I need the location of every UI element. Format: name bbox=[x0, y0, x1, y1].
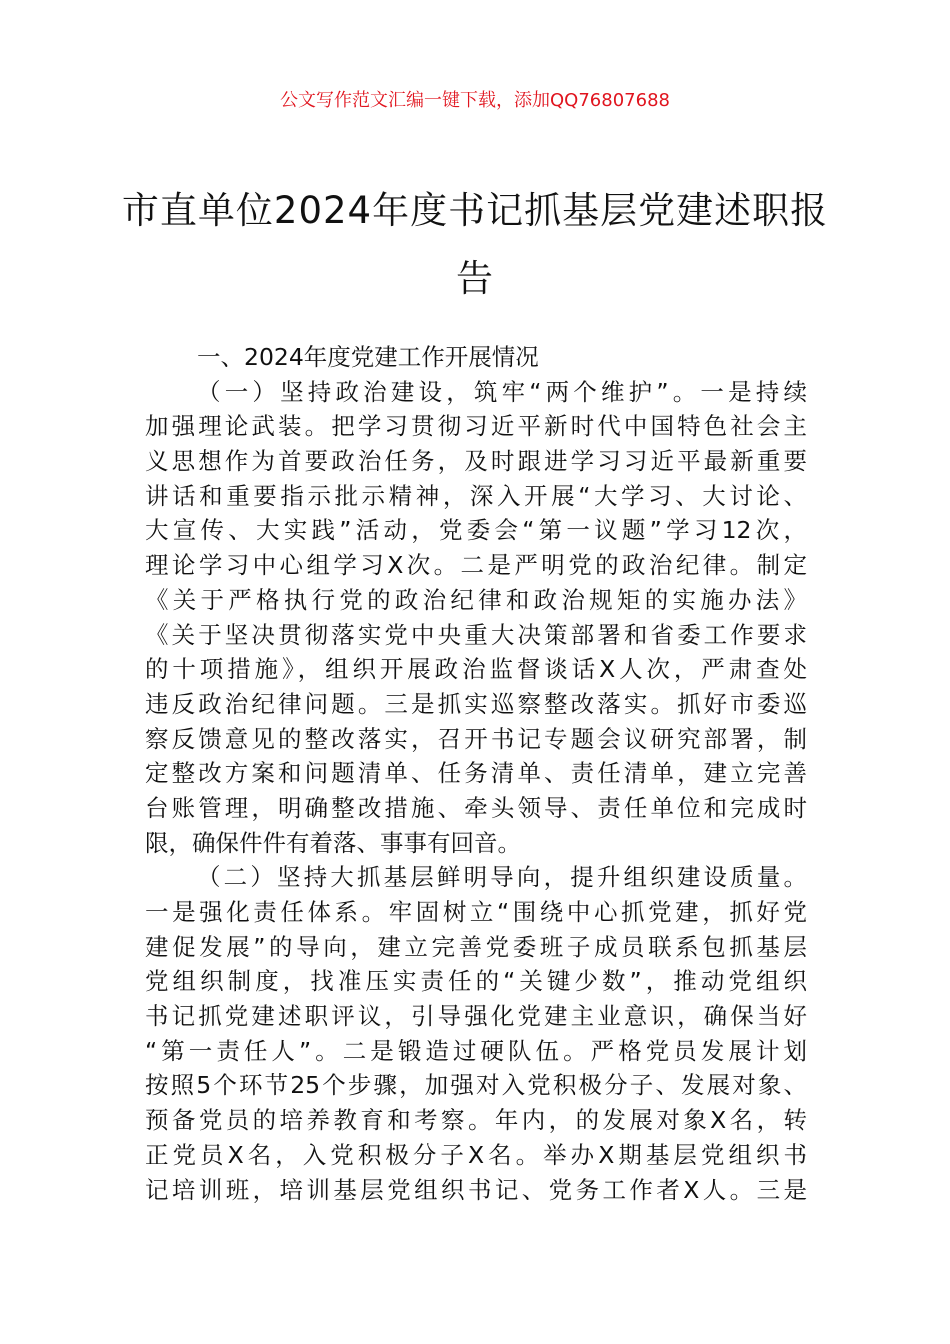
paragraph-line: 正党员X名，入党积极分子X名。举办X期基层党组织书 bbox=[145, 1140, 807, 1169]
paragraph-line: 加强理论武装。把学习贯彻习近平新时代中国特色社会主 bbox=[145, 412, 807, 441]
paragraph-line: 《关于坚决贯彻落实党中央重大决策部署和省委工作要求 bbox=[145, 620, 807, 649]
document-title: 市直单位2024年度书记抓基层党建述职报 bbox=[121, 189, 829, 232]
paragraph-line: （一）坚持政治建设，筑牢“两个维护”。一是持续 bbox=[197, 377, 807, 406]
paragraph-line: （二）坚持大抓基层鲜明导向，提升组织建设质量。 bbox=[197, 863, 807, 892]
paragraph-line: 建促发展”的导向，建立完善党委班子成员联系包抓基层 bbox=[145, 932, 807, 961]
paragraph-line: 书记抓党建述职评议，引导强化党建主业意识，确保当好 bbox=[145, 1002, 807, 1031]
paragraph-line: 的十项措施》，组织开展政治监督谈话X人次，严肃查处 bbox=[145, 655, 807, 684]
paragraph-line: 一是强化责任体系。牢固树立“围绕中心抓党建，抓好党 bbox=[145, 898, 807, 926]
paragraph-line: 台账管理，明确整改措施、牵头领导、责任单位和完成时 bbox=[145, 793, 807, 822]
paragraph-line: “第一责任人”。二是锻造过硬队伍。严格党员发展计划 bbox=[145, 1036, 807, 1065]
section-heading: 一、2024年度党建工作开展情况 bbox=[197, 343, 539, 371]
paragraph-line: 《关于严格执行党的政治纪律和政治规矩的实施办法》 bbox=[145, 585, 807, 614]
paragraph-line: 讲话和重要指示批示精神，深入开展“大学习、大讨论、 bbox=[145, 481, 807, 510]
paragraph-line: 按照5个环节25个步骤，加强对入党积极分子、发展对象、 bbox=[145, 1071, 807, 1100]
paragraph-line: 理论学习中心组学习X次。二是严明党的政治纪律。制定 bbox=[145, 551, 807, 580]
paragraph-line: 大宣传、大实践”活动，党委会“第一议题”学习12次， bbox=[145, 516, 807, 545]
paragraph-line: 违反政治纪律问题。三是抓实巡察整改落实。抓好市委巡 bbox=[145, 689, 807, 718]
paragraph-line: 义思想作为首要政治任务，及时跟进学习习近平最新重要 bbox=[145, 447, 807, 476]
paragraph-line: 记培训班，培训基层党组织书记、党务工作者X人。三是 bbox=[145, 1175, 807, 1204]
document-body bbox=[145, 340, 807, 1207]
paragraph-line: 预备党员的培养教育和考察。年内，的发展对象X名，转 bbox=[145, 1106, 807, 1135]
paragraph-line: 党组织制度，找准压实责任的“关键少数”，推动党组织 bbox=[145, 967, 807, 996]
paragraph-line: 定整改方案和问题清单、任务清单、责任清单，建立完善 bbox=[145, 759, 807, 788]
paragraph-line: 限，确保件件有着落、事事有回音。 bbox=[145, 828, 521, 857]
watermark-header: 公文写作范文汇编一键下载，添加QQ76807688 bbox=[280, 90, 670, 111]
document-title-continued: 告 bbox=[456, 257, 494, 300]
paragraph-line: 察反馈意见的整改落实，召开书记专题会议研究部署，制 bbox=[145, 724, 807, 753]
